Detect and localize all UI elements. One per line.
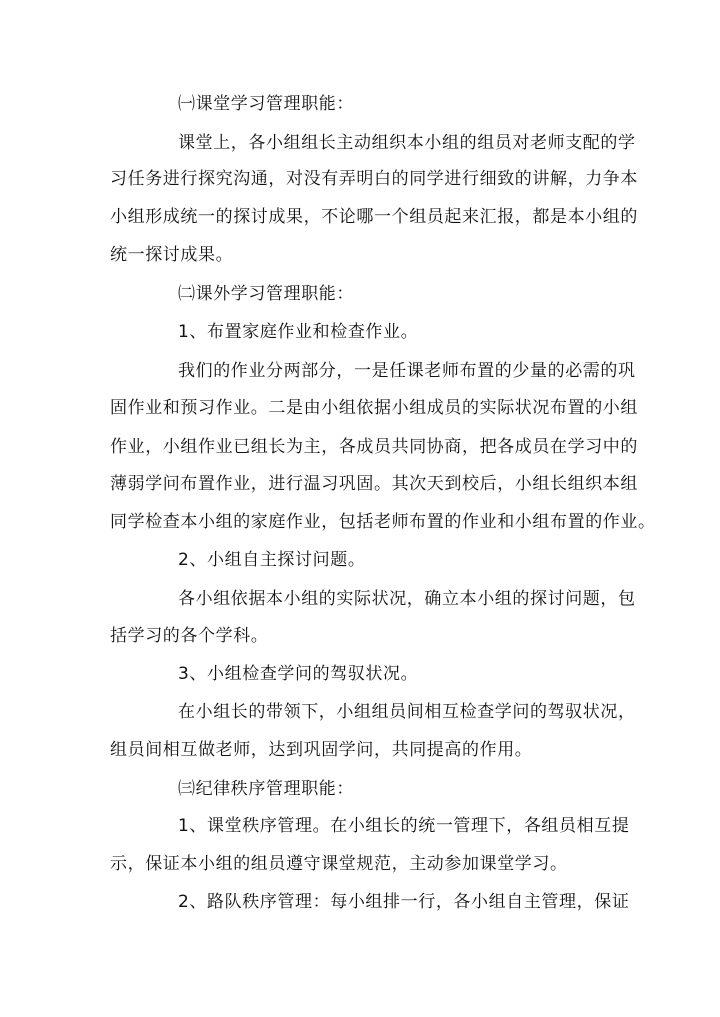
- paragraph-line: 各小组依据本小组的实际状况，确立本小组的探讨问题，包: [178, 589, 636, 609]
- paragraph-line: 作业，小组作业已组长为主，各成员共同协商，把各成员在学习中的: [110, 437, 638, 457]
- paragraph-line: 示，保证本小组的组员遵守课堂规范，主动参加课堂学习。: [110, 854, 568, 874]
- paragraph-line: 固作业和预习作业。二是由小组依据小组成员的实际状况布置的小组: [110, 398, 638, 418]
- paragraph-line: 习任务进行探究沟通，对没有弄明白的同学进行细致的讲解，力争本: [110, 169, 638, 189]
- paragraph-line: 统一探讨成果。: [110, 245, 234, 265]
- section-heading: ㈡课外学习管理职能：: [178, 284, 354, 304]
- paragraph-line: 括学习的各个学科。: [110, 626, 269, 646]
- paragraph-line: 组员间相互做老师，达到巩固学问，共同提高的作用。: [110, 740, 533, 760]
- paragraph-line: 我们的作业分两部分，一是任课老师布置的少量的必需的巩: [178, 361, 636, 381]
- list-item-heading: 2、小组自主探讨问题。: [178, 550, 366, 570]
- paragraph-line: 课堂上，各小组组长主动组织本小组的组员对老师支配的学: [178, 133, 636, 153]
- list-item-heading: 1、布置家庭作业和检查作业。: [178, 322, 419, 342]
- list-item-heading: 3、小组检查学问的驾驭状况。: [178, 664, 419, 684]
- paragraph-line: 在小组长的带领下，小组组员间相互检查学问的驾驭状况，: [178, 702, 636, 722]
- section-heading: ㈠课堂学习管理职能：: [178, 94, 354, 114]
- paragraph-line: 2、路队秩序管理：每小组排一行，各小组自主管理，保证: [178, 892, 630, 912]
- paragraph-line: 1、课堂秩序管理。在小组长的统一管理下，各组员相互提: [178, 816, 630, 836]
- paragraph-line: 同学检查本小组的家庭作业，包括老师布置的作业和小组布置的作业。: [110, 512, 656, 532]
- paragraph-line: 薄弱学问布置作业，进行温习巩固。其次天到校后，小组长组织本组: [110, 474, 638, 494]
- section-heading: ㈢纪律秩序管理职能：: [178, 779, 354, 799]
- paragraph-line: 小组形成统一的探讨成果，不论哪一个组员起来汇报，都是本小组的: [110, 207, 638, 227]
